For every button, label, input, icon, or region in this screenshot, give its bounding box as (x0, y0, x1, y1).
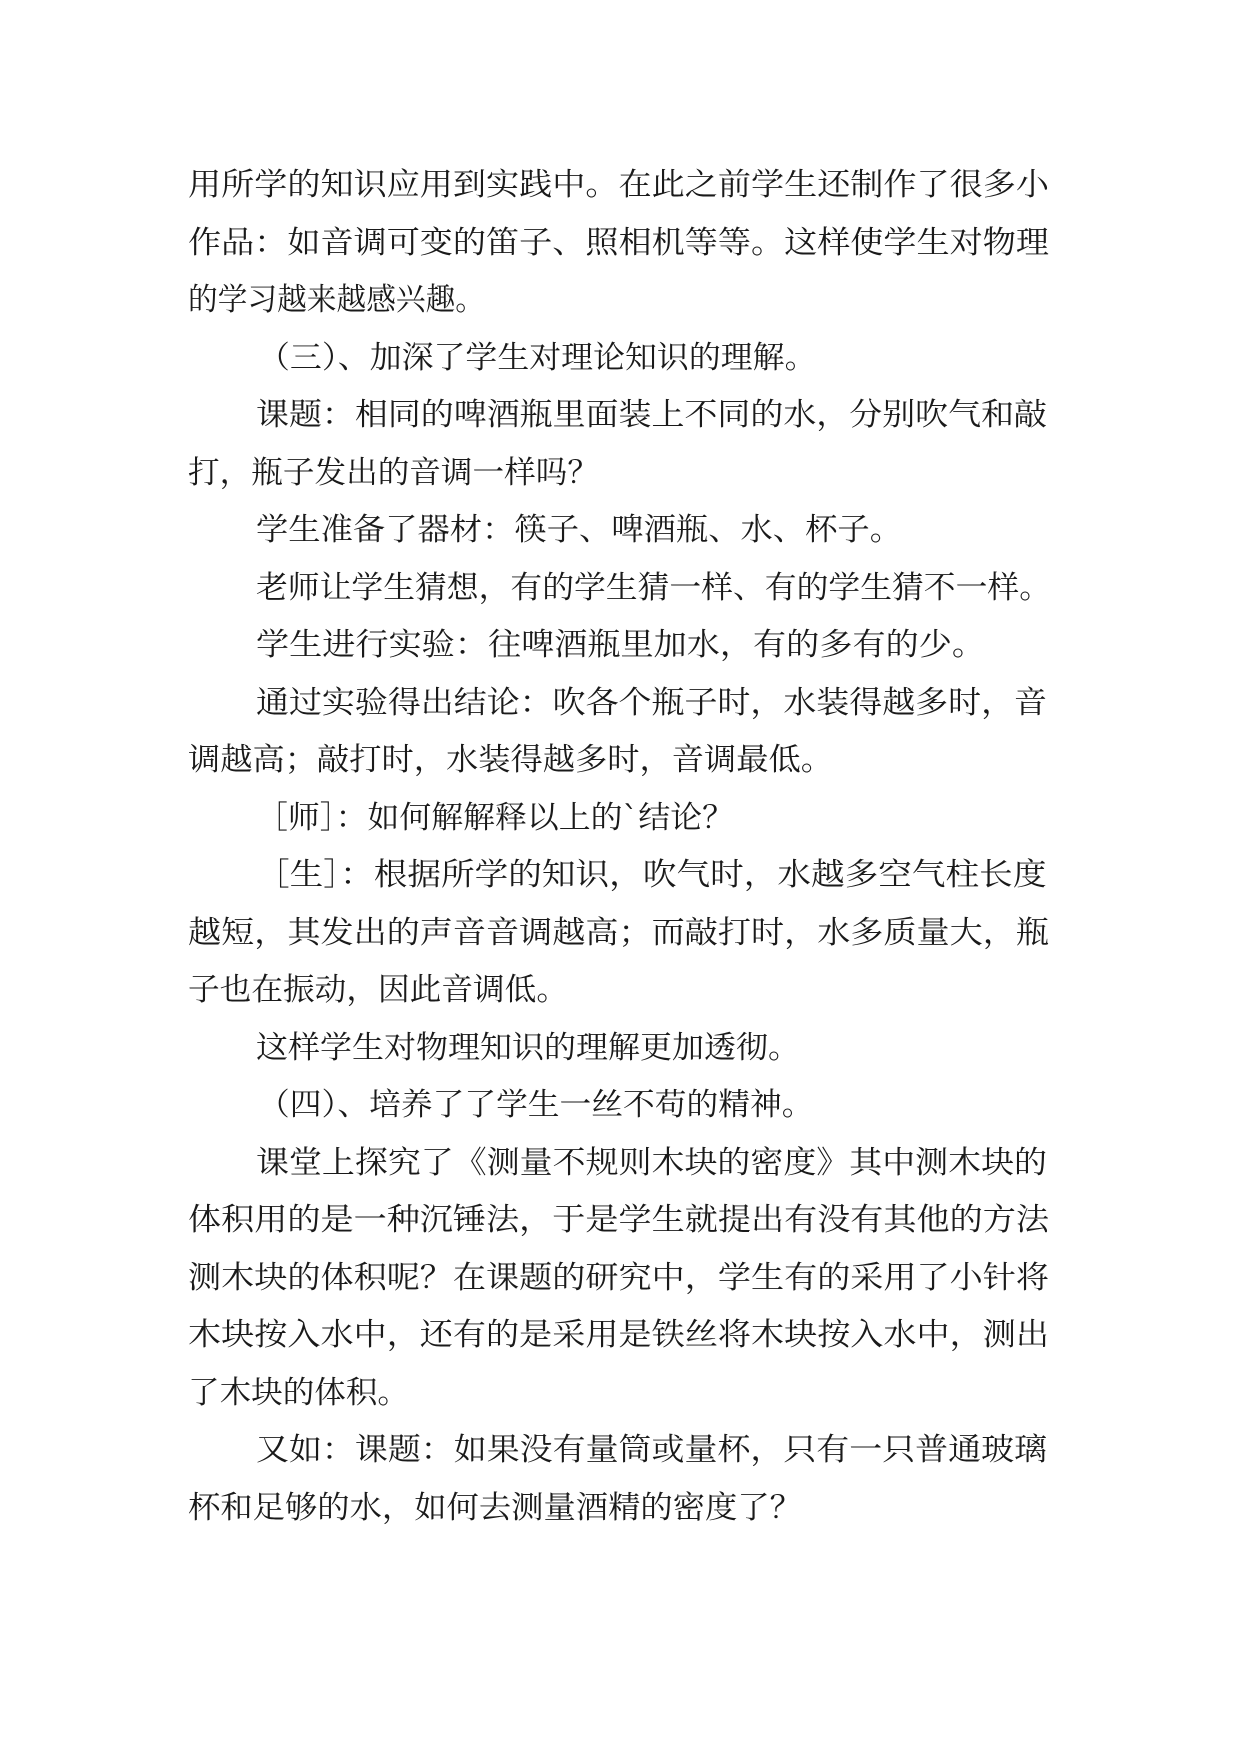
text-line: 越短，其发出的声音音调越高；而敲打时，水多质量大，瓶 (188, 915, 1049, 951)
text-line: 通过实验得出结论：吹各个瓶子时，水装得越多时，音 (256, 685, 1047, 721)
text-line: 打，瓶子发出的音调一样吗？ (188, 455, 599, 491)
text-line: 测木块的体积呢？在课题的研究中，学生有的采用了小针将 (188, 1260, 1049, 1296)
text-line: 课堂上探究了《测量不规则木块的密度》其中测木块的 (256, 1145, 1047, 1181)
section-heading: （三）、加深了学生对理论知识的理解。 (258, 340, 817, 376)
text-line: 用所学的知识应用到实践中。在此之前学生还制作了很多小 (188, 167, 1049, 203)
text-line: 学生准备了器材：筷子、啤酒瓶、水、杯子。 (256, 512, 902, 548)
text-line: 又如：课题：如果没有量筒或量杯，只有一只普通玻璃 (256, 1432, 1047, 1468)
text-line: 老师让学生猜想，有的学生猜一样、有的学生猜不一样。 (256, 570, 1051, 606)
text-line: 学生进行实验：往啤酒瓶里加水，有的多有的少。 (256, 627, 986, 663)
text-line: 作品：如音调可变的笛子、照相机等等。这样使学生对物理 (188, 225, 1049, 261)
text-line: 体积用的是一种沉锤法，于是学生就提出有没有其他的方法 (188, 1202, 1049, 1238)
dialogue-line: ［生］：根据所学的知识，吹气时，水越多空气柱长度 (256, 857, 1047, 893)
text-line: 木块按入水中，还有的是采用是铁丝将木块按入水中，测出 (188, 1317, 1049, 1353)
text-line: 的学习越来越感兴趣。 (188, 282, 485, 318)
dialogue-line: ［师］：如何解解释以上的`结论？ (256, 800, 734, 836)
text-line: 课题：相同的啤酒瓶里面装上不同的水，分别吹气和敲 (256, 397, 1047, 433)
text-line: 杯和足够的水，如何去测量酒精的密度了？ (188, 1490, 802, 1526)
text-line: 调越高；敲打时，水装得越多时，音调最低。 (188, 742, 833, 778)
text-line: 这样学生对物理知识的理解更加透彻。 (256, 1030, 800, 1066)
text-line: 了木块的体积。 (188, 1375, 409, 1411)
section-heading: （四）、培养了了学生一丝不苟的精神。 (258, 1087, 814, 1123)
text-line: 子也在振动，因此音调低。 (188, 972, 568, 1008)
